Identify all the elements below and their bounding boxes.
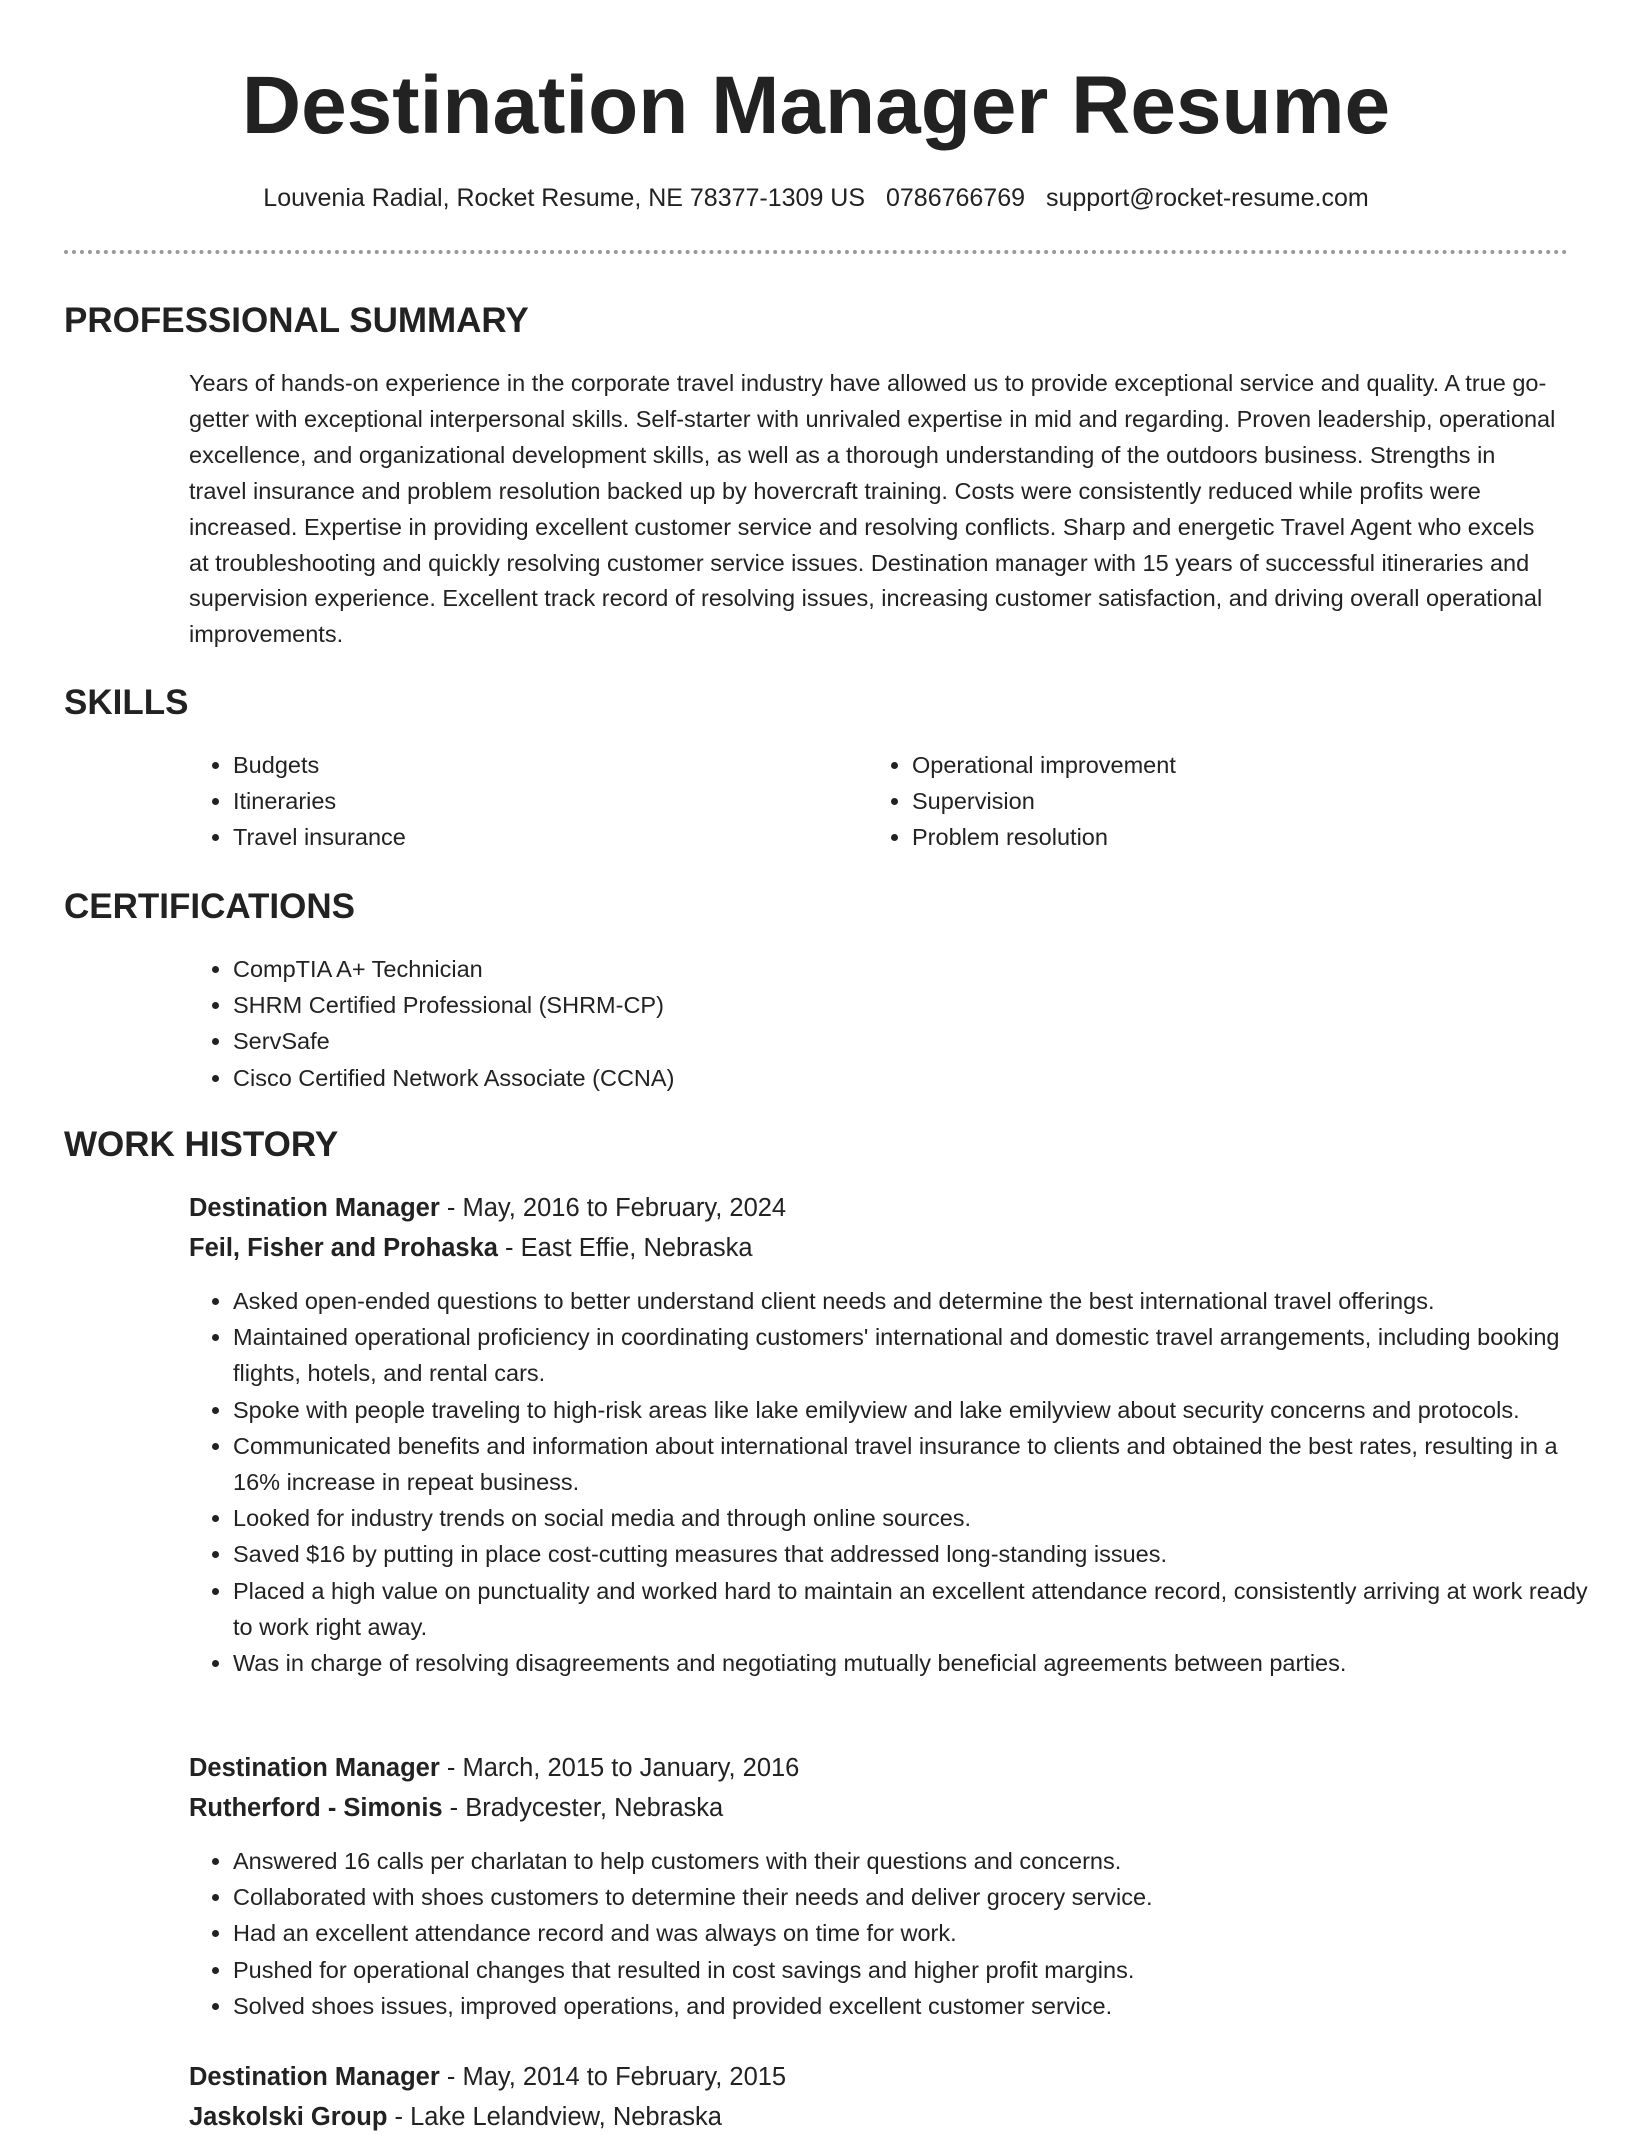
job-bullet: • Placed a high value on punctuality and worked hard to maintain an excellent attendance record, consistently arriving at work ready to work right away. bbox=[233, 1573, 1603, 1645]
skill-item: • Travel insurance bbox=[233, 819, 853, 855]
job-title: Destination Manager bbox=[189, 1754, 440, 1782]
skill-item: • Problem resolution bbox=[912, 819, 1532, 855]
skill-item: • Operational improvement bbox=[912, 747, 1532, 783]
job-title: Destination Manager bbox=[189, 2063, 440, 2091]
skill-item: • Supervision bbox=[912, 783, 1532, 819]
skills-list-right bbox=[868, 747, 1532, 856]
summary-text: Years of hands-on experience in the corporate travel industry have allowed us to provide exceptional service and quality. A true go-getter with exceptional interpersonal skills. Self-starter with unrivaled expertise in mid and regarding. Proven leadership, operational excellence, and organizational development skills, as well as a thorough understanding of the outdoors business. Strengths in travel insurance and problem resolution backed up by hovercraft training. Costs were consistently reduced while profits were increased. Expertise in providing excellent customer service and resolving conflicts. Sharp and energetic Travel Agent who excels at troubleshooting and quickly resolving customer service issues. Destination manager with 15 years of successful itineraries and supervision experience. Excellent track record of resolving issues, increasing customer satisfaction, and driving overall operational improvements. bbox=[189, 370, 1556, 648]
certification-item: • ServSafe bbox=[233, 1023, 1603, 1059]
contact-line bbox=[0, 180, 1632, 216]
resume-title: Destination Manager Resume bbox=[241, 60, 1391, 151]
job-company-line bbox=[189, 1230, 753, 1266]
summary-heading: PROFESSIONAL SUMMARY bbox=[64, 301, 529, 340]
job-bullets bbox=[189, 1283, 1603, 1681]
job-dates: - March, 2015 to January, 2016 bbox=[439, 1754, 800, 1782]
job-location: - East Effie, Nebraska bbox=[497, 1234, 753, 1262]
contact-email[interactable]: support@rocket-resume.com bbox=[1045, 184, 1369, 212]
work-history-heading: WORK HISTORY bbox=[64, 1125, 339, 1164]
job-title-line bbox=[189, 1190, 786, 1226]
job-title-line bbox=[189, 2059, 786, 2095]
contact-address: Louvenia Radial, Rocket Resume, NE 78377-1309 US bbox=[263, 184, 866, 212]
job-company: Jaskolski Group bbox=[189, 2103, 388, 2131]
job-dates: - May, 2016 to February, 2024 bbox=[439, 1194, 787, 1222]
job-bullet: • Was in charge of resolving disagreements and negotiating mutually beneficial agreements between parties. bbox=[233, 1645, 1603, 1681]
contact-phone: 0786766769 bbox=[885, 184, 1026, 212]
job-bullet: • Communicated benefits and information about international travel insurance to clients and obtained the best rates, resulting in a 16% increase in repeat business. bbox=[233, 1428, 1603, 1500]
job-location: - Lake Lelandview, Nebraska bbox=[387, 2103, 722, 2131]
job-bullet: • Asked open-ended questions to better understand client needs and determine the best international travel offerings. bbox=[233, 1283, 1603, 1319]
certification-item: • SHRM Certified Professional (SHRM-CP) bbox=[233, 987, 1603, 1023]
job-bullet: • Looked for industry trends on social media and through online sources. bbox=[233, 1500, 1603, 1536]
skills-heading: SKILLS bbox=[64, 683, 189, 722]
job-bullet: • Pushed for operational changes that resulted in cost savings and higher profit margins. bbox=[233, 1952, 1603, 1988]
job-bullet: • Spoke with people traveling to high-risk areas like lake emilyview and lake emilyview about security concerns and protocols. bbox=[233, 1392, 1603, 1428]
job-bullet: • Had an excellent attendance record and was always on time for work. bbox=[233, 1915, 1603, 1951]
skill-item: • Budgets bbox=[233, 747, 853, 783]
header-divider bbox=[64, 250, 1568, 254]
certification-item: • CompTIA A+ Technician bbox=[233, 951, 1603, 987]
job-bullet: • Answered 16 calls per charlatan to help customers with their questions and concerns. bbox=[233, 1843, 1603, 1879]
certifications-heading: CERTIFICATIONS bbox=[64, 887, 356, 926]
job-bullet: • Collaborated with shoes customers to determine their needs and deliver grocery service. bbox=[233, 1879, 1603, 1915]
job-bullet: • Solved shoes issues, improved operations, and provided excellent customer service. bbox=[233, 1988, 1603, 2024]
job-location: - Bradycester, Nebraska bbox=[442, 1794, 724, 1822]
job-company: Rutherford - Simonis bbox=[189, 1794, 443, 1822]
job-dates: - May, 2014 to February, 2015 bbox=[439, 2063, 787, 2091]
job-company: Feil, Fisher and Prohaska bbox=[189, 1234, 498, 1262]
job-bullets bbox=[189, 1843, 1603, 2024]
certifications-list bbox=[189, 951, 1603, 1096]
certification-item: • Cisco Certified Network Associate (CCNA) bbox=[233, 1060, 1603, 1096]
job-bullet: • Saved $16 by putting in place cost-cutting measures that addressed long-standing issues. bbox=[233, 1536, 1603, 1572]
job-company-line bbox=[189, 2099, 722, 2135]
job-title: Destination Manager bbox=[189, 1194, 440, 1222]
job-company-line bbox=[189, 1790, 723, 1826]
job-bullet: • Maintained operational proficiency in coordinating customers' international and domestic travel arrangements, including booking flights, hotels, and rental cars. bbox=[233, 1319, 1603, 1391]
skill-item: • Itineraries bbox=[233, 783, 853, 819]
job-title-line bbox=[189, 1750, 799, 1786]
skills-list-left bbox=[189, 747, 853, 856]
